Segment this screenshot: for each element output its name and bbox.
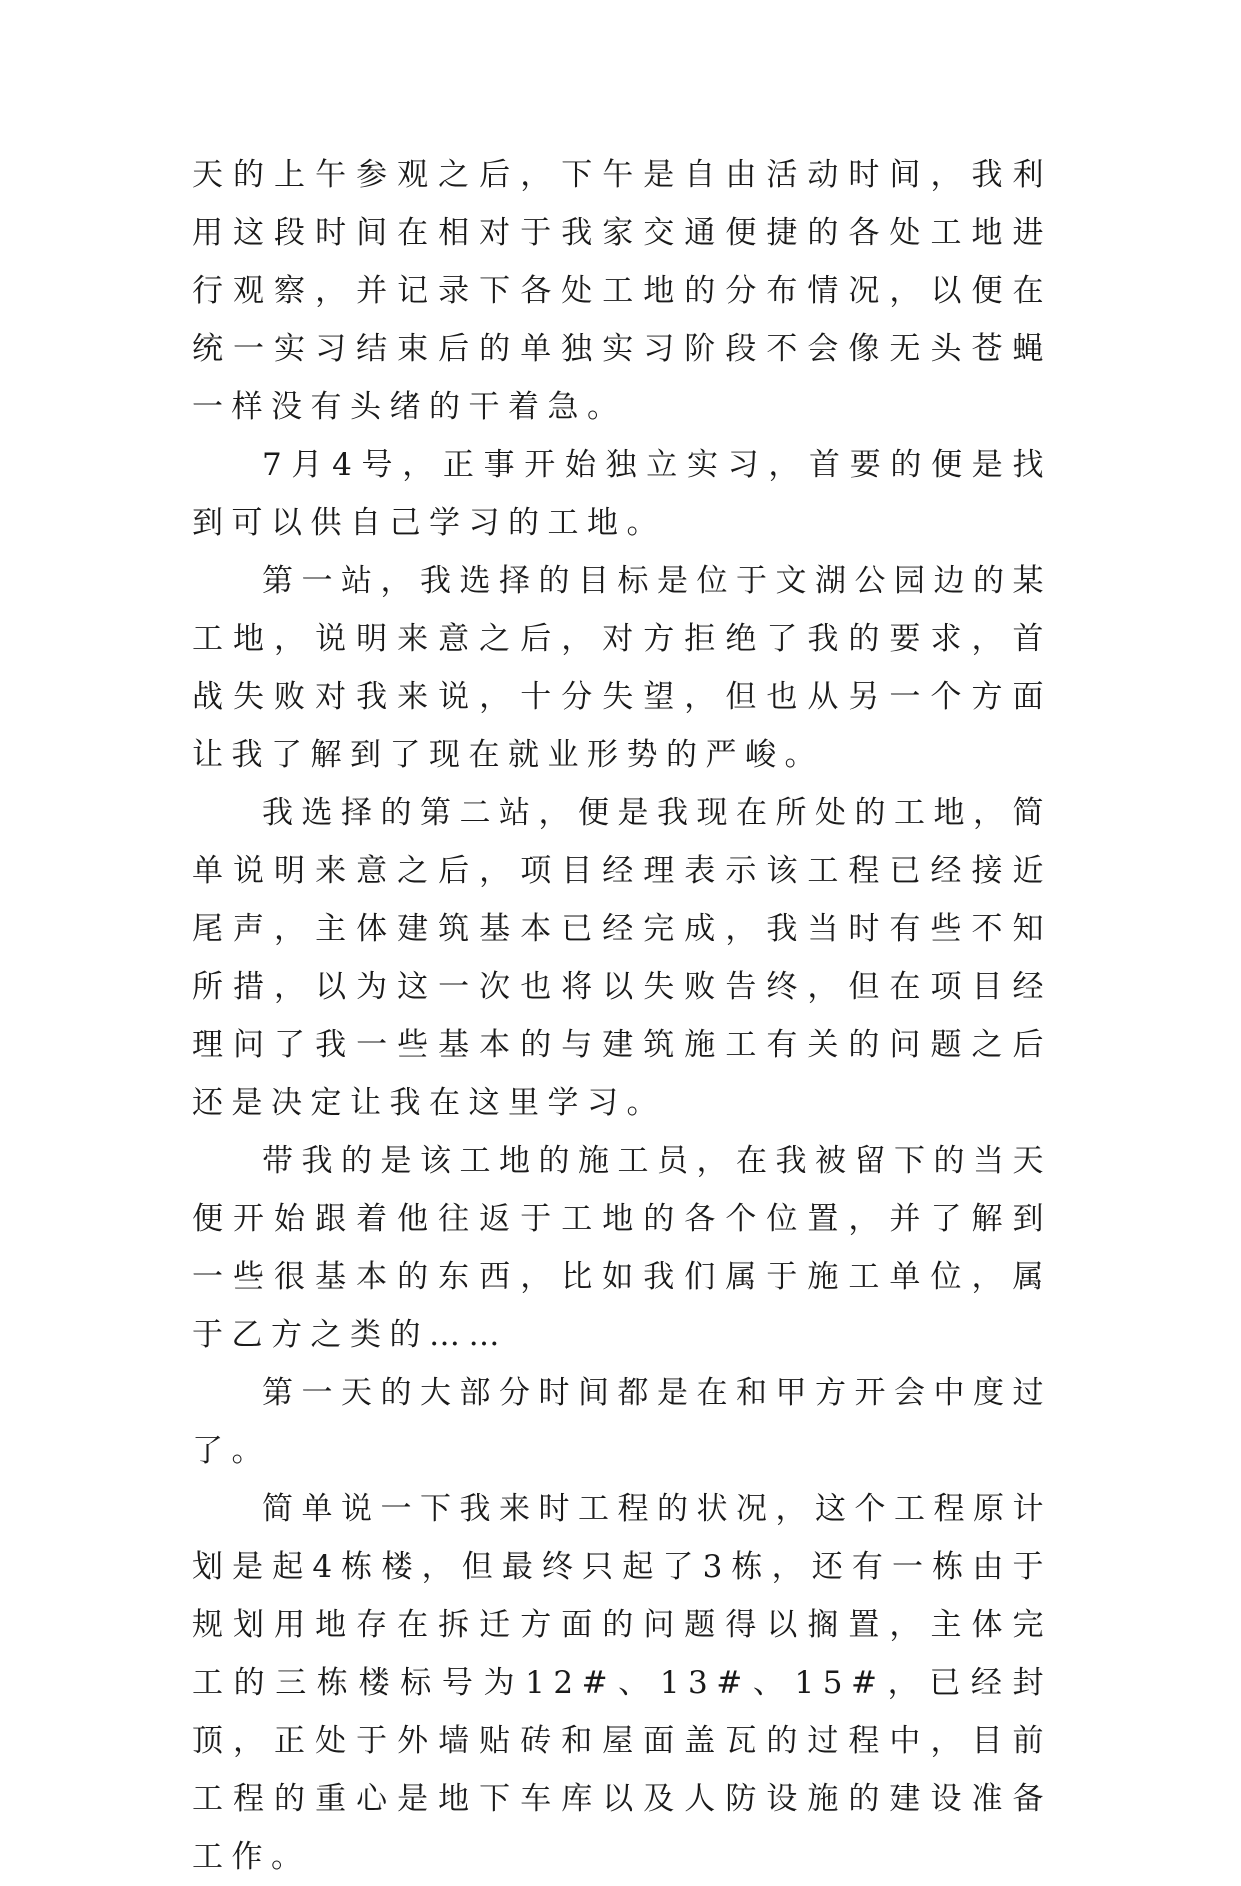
document-page: [192, 146, 1052, 1886]
paragraph-2: 7月4号，正事开始独立实习，首要的便是找到可以供自己学习的工地。: [192, 447, 1052, 541]
paragraph-3: 第一站，我选择的目标是位于文湖公园边的某工地，说明来意之后，对方拒绝了我的要求，首战失败对我来说，十分失望，但也从另一个方面让我了解到了现在就业形势的严峻。: [192, 563, 1052, 773]
paragraph-4: 我选择的第二站，便是我现在所处的工地，简单说明来意之后，项目经理表示该工程已经接近尾声，主体建筑基本已经完成，我当时有些不知所措，以为这一次也将以失败告终，但在项目经理问了我一些基本的与建筑施工有关的问题之后还是决定让我在这里学习。: [192, 795, 1052, 1121]
paragraph-6: 第一天的大部分时间都是在和甲方开会中度过了。: [192, 1375, 1052, 1469]
paragraph-5: 带我的是该工地的施工员，在我被留下的当天便开始跟着他往返于工地的各个位置，并了解到一些很基本的东西，比如我们属于施工单位，属于乙方之类的……: [192, 1143, 1052, 1353]
paragraph-1: 天的上午参观之后，下午是自由活动时间，我利用这段时间在相对于我家交通便捷的各处工地进行观察，并记录下各处工地的分布情况，以便在统一实习结束后的单独实习阶段不会像无头苍蝇一样没有头绪的干着急。: [192, 157, 1052, 425]
paragraph-7: 简单说一下我来时工程的状况，这个工程原计划是起4栋楼，但最终只起了3栋，还有一栋由于规划用地存在拆迁方面的问题得以搁置，主体完工的三栋楼标号为12#、13#、15#，已经封顶，正处于外墙贴砖和屋面盖瓦的过程中，目前工程的重心是地下车库以及人防设施的建设准备工作。: [192, 1491, 1052, 1875]
